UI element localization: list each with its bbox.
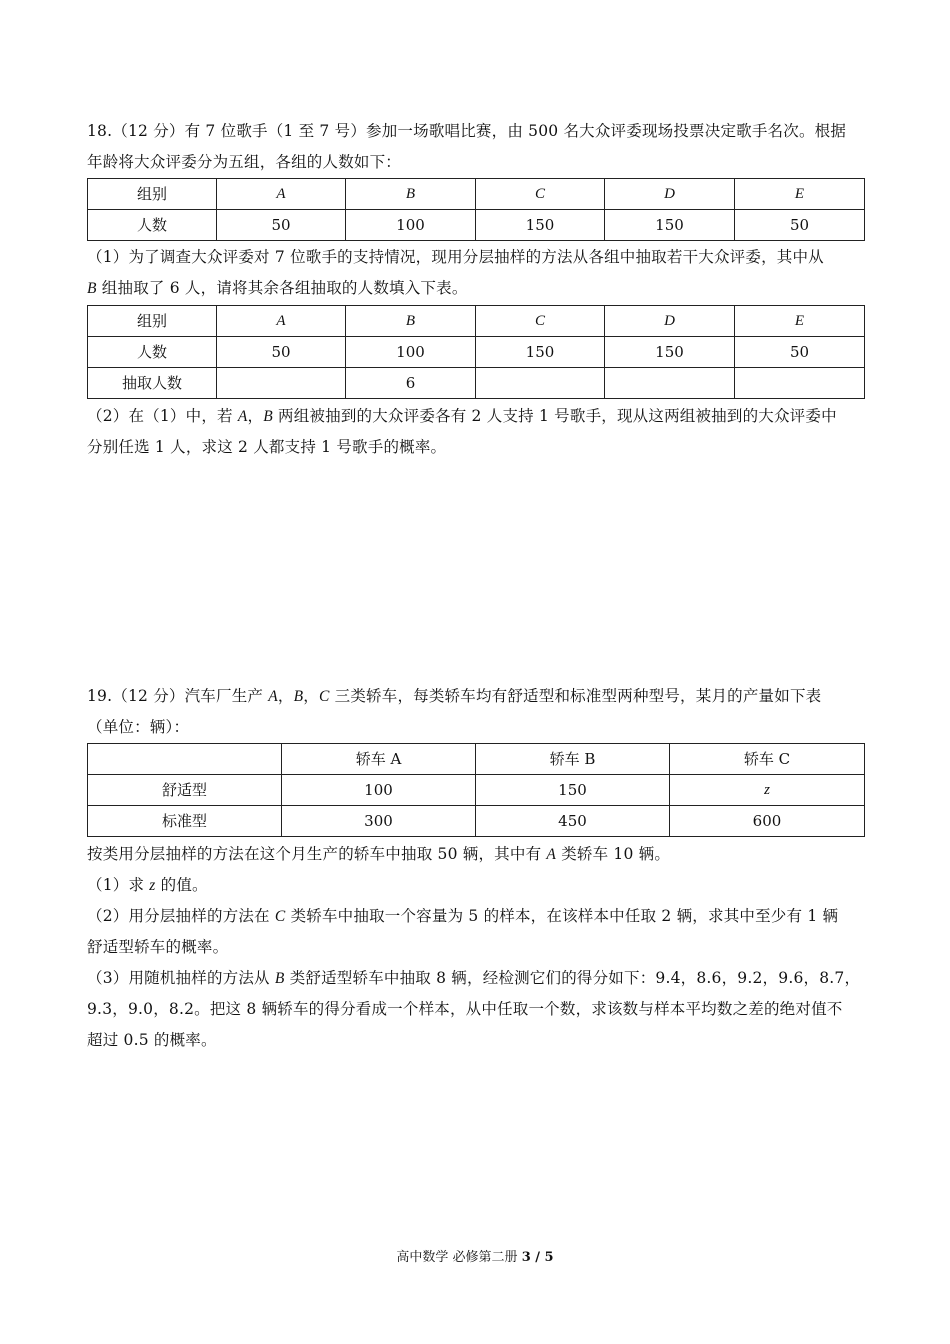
q18-part-2 xyxy=(87,401,864,463)
q18-part2-line-1: （2）在（1）中，若 A，B 两组被抽到的大众评委各有 2 人支持 1 号歌手，现从这两组被抽到的大众评委中 xyxy=(87,407,837,425)
table-cell: 人数 xyxy=(88,337,217,368)
table-cell: D xyxy=(605,306,735,337)
q18-table-2 xyxy=(87,305,864,399)
table-row xyxy=(88,806,865,837)
table-cell: E xyxy=(735,179,865,210)
q18-part1-line-1: （1）为了调查大众评委对 7 位歌手的支持情况，现用分层抽样的方法从各组中抽取若干大众评委，其中从 xyxy=(87,248,824,266)
table-cell: C xyxy=(476,306,605,337)
table-row xyxy=(88,306,865,337)
q19-line-1: 19.（12 分）汽车厂生产 A，B，C 三类轿车，每类轿车均有舒适型和标准型两种型号，某月的产量如下表 xyxy=(87,687,822,705)
q19-part-2-line-2: 舒适型轿车的概率。 xyxy=(87,938,229,956)
question-19 xyxy=(87,681,864,743)
table-cell: 组别 xyxy=(88,179,217,210)
table-cell: 150 xyxy=(476,210,605,241)
q18-line-1: 18.（12 分）有 7 位歌手（1 至 7 号）参加一场歌唱比赛，由 500 名大众评委现场投票决定歌手名次。根据 xyxy=(87,122,847,140)
q19-table xyxy=(87,743,864,837)
table-cell: 50 xyxy=(217,210,346,241)
question-18 xyxy=(87,116,864,178)
table-cell: D xyxy=(605,179,735,210)
table-cell: E xyxy=(735,306,865,337)
page-number: 3 / 5 xyxy=(521,1250,554,1265)
table-cell: 50 xyxy=(735,337,865,368)
table-cell xyxy=(605,368,735,399)
table-cell xyxy=(88,744,282,775)
table-cell: 人数 xyxy=(88,210,217,241)
table-cell: 抽取人数 xyxy=(88,368,217,399)
table-cell: 轿车 A xyxy=(282,744,476,775)
table-row xyxy=(88,775,865,806)
table-row xyxy=(88,744,865,775)
table-cell: 150 xyxy=(605,337,735,368)
table-cell: 600 xyxy=(670,806,865,837)
q19-part-3-line-2: 9.3，9.0，8.2。把这 8 辆轿车的得分看成一个样本，从中任取一个数，求该数与样本平均数之差的绝对值不 xyxy=(87,1000,843,1018)
footer-text: 高中数学 必修第二册 xyxy=(396,1250,522,1265)
table-cell: 450 xyxy=(476,806,670,837)
table-cell: 轿车 C xyxy=(670,744,865,775)
table-cell: A xyxy=(217,179,346,210)
table-cell: 组别 xyxy=(88,306,217,337)
table-cell xyxy=(217,368,346,399)
table-cell: 50 xyxy=(735,210,865,241)
table-cell xyxy=(735,368,865,399)
q19-part-3-line-3: 超过 0.5 的概率。 xyxy=(87,1031,217,1049)
table-cell: C xyxy=(476,179,605,210)
q19-body xyxy=(87,839,864,1056)
page-footer xyxy=(0,1246,950,1265)
q19-part-1: （1）求 z 的值。 xyxy=(87,876,208,894)
table-cell: A xyxy=(217,306,346,337)
q19-statement: 按类用分层抽样的方法在这个月生产的轿车中抽取 50 辆，其中有 A 类轿车 10 辆。 xyxy=(87,845,671,863)
table-cell: 150 xyxy=(476,775,670,806)
table-row xyxy=(88,337,865,368)
q18-part2-line-2: 分别任选 1 人，求这 2 人都支持 1 号歌手的概率。 xyxy=(87,438,447,456)
table-cell: 100 xyxy=(346,210,476,241)
q18-part-1 xyxy=(87,242,864,304)
table-row xyxy=(88,179,865,210)
table-cell xyxy=(476,368,605,399)
table-row xyxy=(88,368,865,399)
table-cell: 150 xyxy=(476,337,605,368)
table-cell: 300 xyxy=(282,806,476,837)
table-cell: B xyxy=(346,306,476,337)
table-cell: 6 xyxy=(346,368,476,399)
q19-part-3-line-1: （3）用随机抽样的方法从 B 类舒适型轿车中抽取 8 辆，经检测它们的得分如下：9.4，8.6，9.2，9.6，8.7， xyxy=(87,969,861,987)
table-cell: 标准型 xyxy=(88,806,282,837)
table-cell: 轿车 B xyxy=(476,744,670,775)
table-cell: 100 xyxy=(346,337,476,368)
table-row xyxy=(88,210,865,241)
table-cell: z xyxy=(670,775,865,806)
table-cell: 舒适型 xyxy=(88,775,282,806)
q18-part1-line-2: B 组抽取了 6 人，请将其余各组抽取的人数填入下表。 xyxy=(87,279,468,297)
table-cell: 100 xyxy=(282,775,476,806)
table-cell: 50 xyxy=(217,337,346,368)
q18-table-1 xyxy=(87,178,864,241)
table-cell: B xyxy=(346,179,476,210)
q18-line-2: 年龄将大众评委分为五组，各组的人数如下： xyxy=(87,153,402,171)
q19-line-2: （单位：辆）： xyxy=(87,718,190,736)
table-cell: 150 xyxy=(605,210,735,241)
q19-part-2-line-1: （2）用分层抽样的方法在 C 类轿车中抽取一个容量为 5 的样本，在该样本中任取 2 辆，求其中至少有 1 辆 xyxy=(87,907,839,925)
